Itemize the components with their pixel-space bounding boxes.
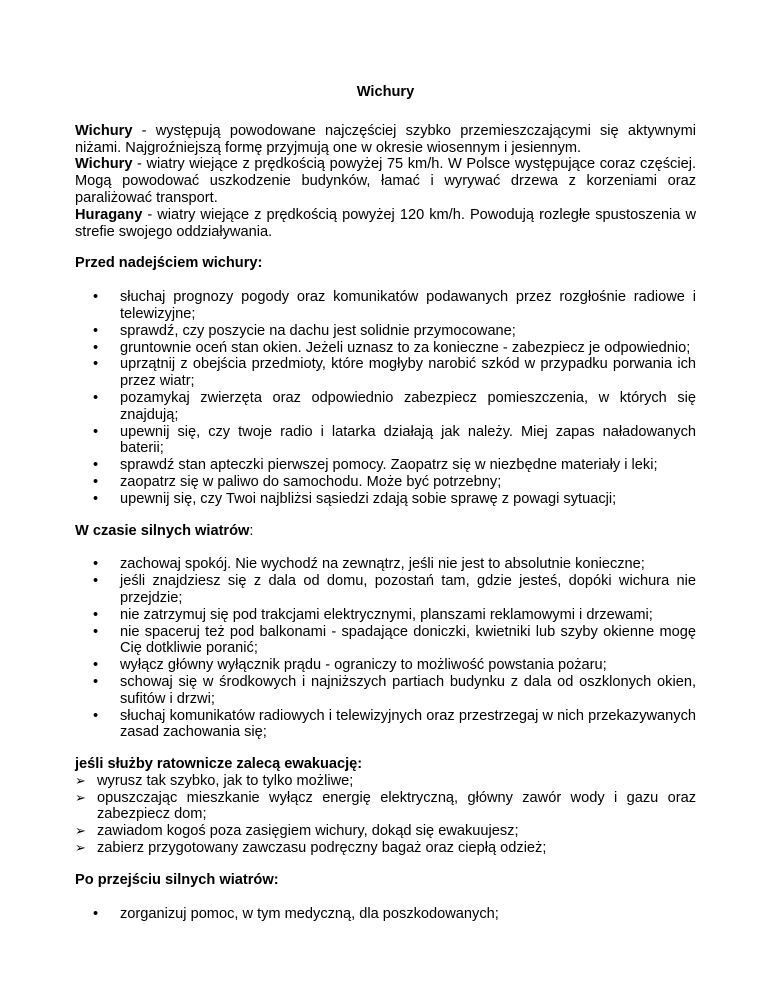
intro-term: Wichury [75, 122, 133, 139]
bullet-icon: • [93, 606, 99, 623]
bullet-icon: • [93, 707, 99, 724]
list-item-text: zawiadom kogoś poza zasięgiem wichury, dokąd się ewakuujesz; [97, 823, 519, 840]
bullet-icon: • [93, 673, 99, 690]
list-item-text: wyłącz główny wyłącznik prądu - ograniczy to możliwość powstania pożaru; [120, 657, 607, 674]
list-item [75, 607, 696, 624]
list-item-text: jeśli znajdziesz się z dala od domu, pozostań tam, gdzie jesteś, dopóki wichura nie przejdzie; [120, 573, 696, 606]
bullet-icon: • [93, 657, 99, 674]
bullet-icon: • [93, 490, 99, 507]
intro-text: - występują powodowane najczęściej szybko przemieszczającymi się aktywnymi niżami. Najgroźniejszą formę przyjmują one w okresie wiosennym i jesiennym. [75, 122, 696, 156]
bullet-icon: • [93, 623, 99, 640]
list-item [75, 823, 696, 840]
before-section [75, 255, 696, 507]
list-item-text: słuchaj prognozy pogody oraz komunikatów podawanych przez rozgłośnie radiowe i telewizyjne; [120, 289, 696, 322]
list-item-text: schowaj się w środkowych i najniższych partiach budynku z dala od oszklonych okien, sufitów i drzwi; [120, 673, 696, 707]
bullet-icon: • [93, 289, 99, 306]
list-item [75, 390, 696, 424]
intro-paragraph [75, 207, 696, 241]
list-item [75, 708, 696, 742]
arrow-bullet-icon: ➢ [75, 772, 86, 788]
bullet-icon: • [93, 473, 99, 490]
evacuation-list [75, 773, 696, 857]
list-item [75, 790, 696, 824]
bullet-icon: • [93, 356, 99, 373]
intro-term: Huragany [75, 206, 143, 223]
during-heading-colon: : [249, 522, 254, 539]
list-item-text: zabierz przygotowany zawczasu podręczny bagaż oraz ciepłą odzież; [97, 840, 547, 857]
list-item [75, 340, 696, 357]
list-item [75, 474, 696, 491]
document-title: Wichury [356, 84, 415, 100]
intro-text: - wiatry wiejące z prędkością powyżej 120 km/h. Powodują rozległe spustoszenia w strefie swojego oddziaływania. [75, 206, 696, 240]
evacuation-heading: jeśli służby ratownicze zalecą ewakuację: [75, 756, 363, 773]
list-item [75, 323, 696, 340]
list-item-text: sprawdź, czy poszycie na dachu jest solidnie przymocowane; [120, 322, 516, 339]
list-item [75, 773, 696, 790]
list-item [75, 573, 696, 607]
intro-term: Wichury [75, 156, 133, 173]
list-item-text: słuchaj komunikatów radiowych i telewizyjnych oraz przestrzegaj w nich przekazywanych zasad zachowania się; [120, 707, 696, 741]
list-item-text: upewnij się, czy twoje radio i latarka działają jak należy. Miej zapas naładowanych baterii; [120, 423, 696, 457]
list-item-text: upewnij się, czy Twoi najbliżsi sąsiedzi zdają sobie sprawę z powagi sytuacji; [120, 490, 617, 507]
list-item-text: sprawdź stan apteczki pierwszej pomocy. Zaopatrz się w niezbędne materiały i leki; [120, 457, 658, 474]
list-item [75, 289, 696, 323]
before-heading: Przed nadejściem wichury: [75, 255, 263, 272]
list-item [75, 906, 696, 923]
intro-text: - wiatry wiejące z prędkością powyżej 75 km/h. W Polsce występujące coraz częściej. Mogą powodować uszkodzenie budynków, łamać i wyrywać drzewa z korzeniami oraz paraliżować transport. [75, 156, 696, 206]
list-item [75, 840, 696, 857]
list-item [75, 491, 696, 508]
arrow-bullet-icon: ➢ [75, 823, 86, 839]
list-item-text: pozamykaj zwierzęta oraz odpowiednio zabezpiecz pomieszczenia, w których się znajdują; [120, 389, 696, 423]
bullet-icon: • [93, 457, 99, 474]
list-item-text: zorganizuj pomoc, w tym medyczną, dla poszkodowanych; [120, 905, 499, 922]
before-list [75, 289, 696, 507]
evacuation-section [75, 756, 696, 857]
list-item-text: zachowaj spokój. Nie wychodź na zewnątrz, jeśli nie jest to absolutnie konieczne; [120, 556, 645, 573]
bullet-icon: • [93, 573, 99, 590]
list-item-text: wyrusz tak szybko, jak to tylko możliwe; [97, 772, 354, 789]
intro-paragraph [75, 156, 696, 206]
after-list [75, 906, 696, 923]
list-item [75, 624, 696, 658]
list-item-text: nie spaceruj też pod balkonami - spadające doniczki, kwietniki lub szyby okienne mogę Cię dotkliwie poranić; [120, 623, 696, 657]
list-item [75, 674, 696, 708]
after-heading: Po przejściu silnych wiatrów: [75, 871, 279, 888]
bullet-icon: • [93, 556, 99, 573]
list-item-text: gruntownie oceń stan okien. Jeżeli uznasz to za konieczne - zabezpiecz je odpowiednio; [120, 339, 691, 356]
list-item [75, 657, 696, 674]
bullet-icon: • [93, 389, 99, 406]
list-item-text: uprzątnij z obejścia przedmioty, które mogłyby narobić szkód w przypadku porwania ich przez wiatr; [120, 356, 696, 390]
during-list [75, 556, 696, 741]
list-item [75, 556, 696, 573]
during-heading-line [75, 523, 696, 540]
list-item-text: opuszczając mieszkanie wyłącz energię elektryczną, główny zawór wody i gazu oraz zabezpiecz dom; [97, 789, 696, 823]
during-section [75, 523, 696, 742]
intro-section [75, 123, 696, 241]
list-item [75, 356, 696, 390]
bullet-icon: • [93, 322, 99, 339]
list-item [75, 457, 696, 474]
arrow-bullet-icon: ➢ [75, 789, 86, 805]
intro-paragraph [75, 123, 696, 157]
bullet-icon: • [93, 339, 99, 356]
after-section [75, 872, 696, 923]
bullet-icon: • [93, 423, 99, 440]
list-item-text: nie zatrzymuj się pod trakcjami elektrycznymi, planszami reklamowymi i drzewami; [120, 606, 653, 623]
list-item-text: zaopatrz się w paliwo do samochodu. Może być potrzebny; [120, 473, 502, 490]
list-item [75, 424, 696, 458]
arrow-bullet-icon: ➢ [75, 840, 86, 856]
during-heading: W czasie silnych wiatrów [75, 522, 250, 539]
bullet-icon: • [93, 905, 99, 922]
